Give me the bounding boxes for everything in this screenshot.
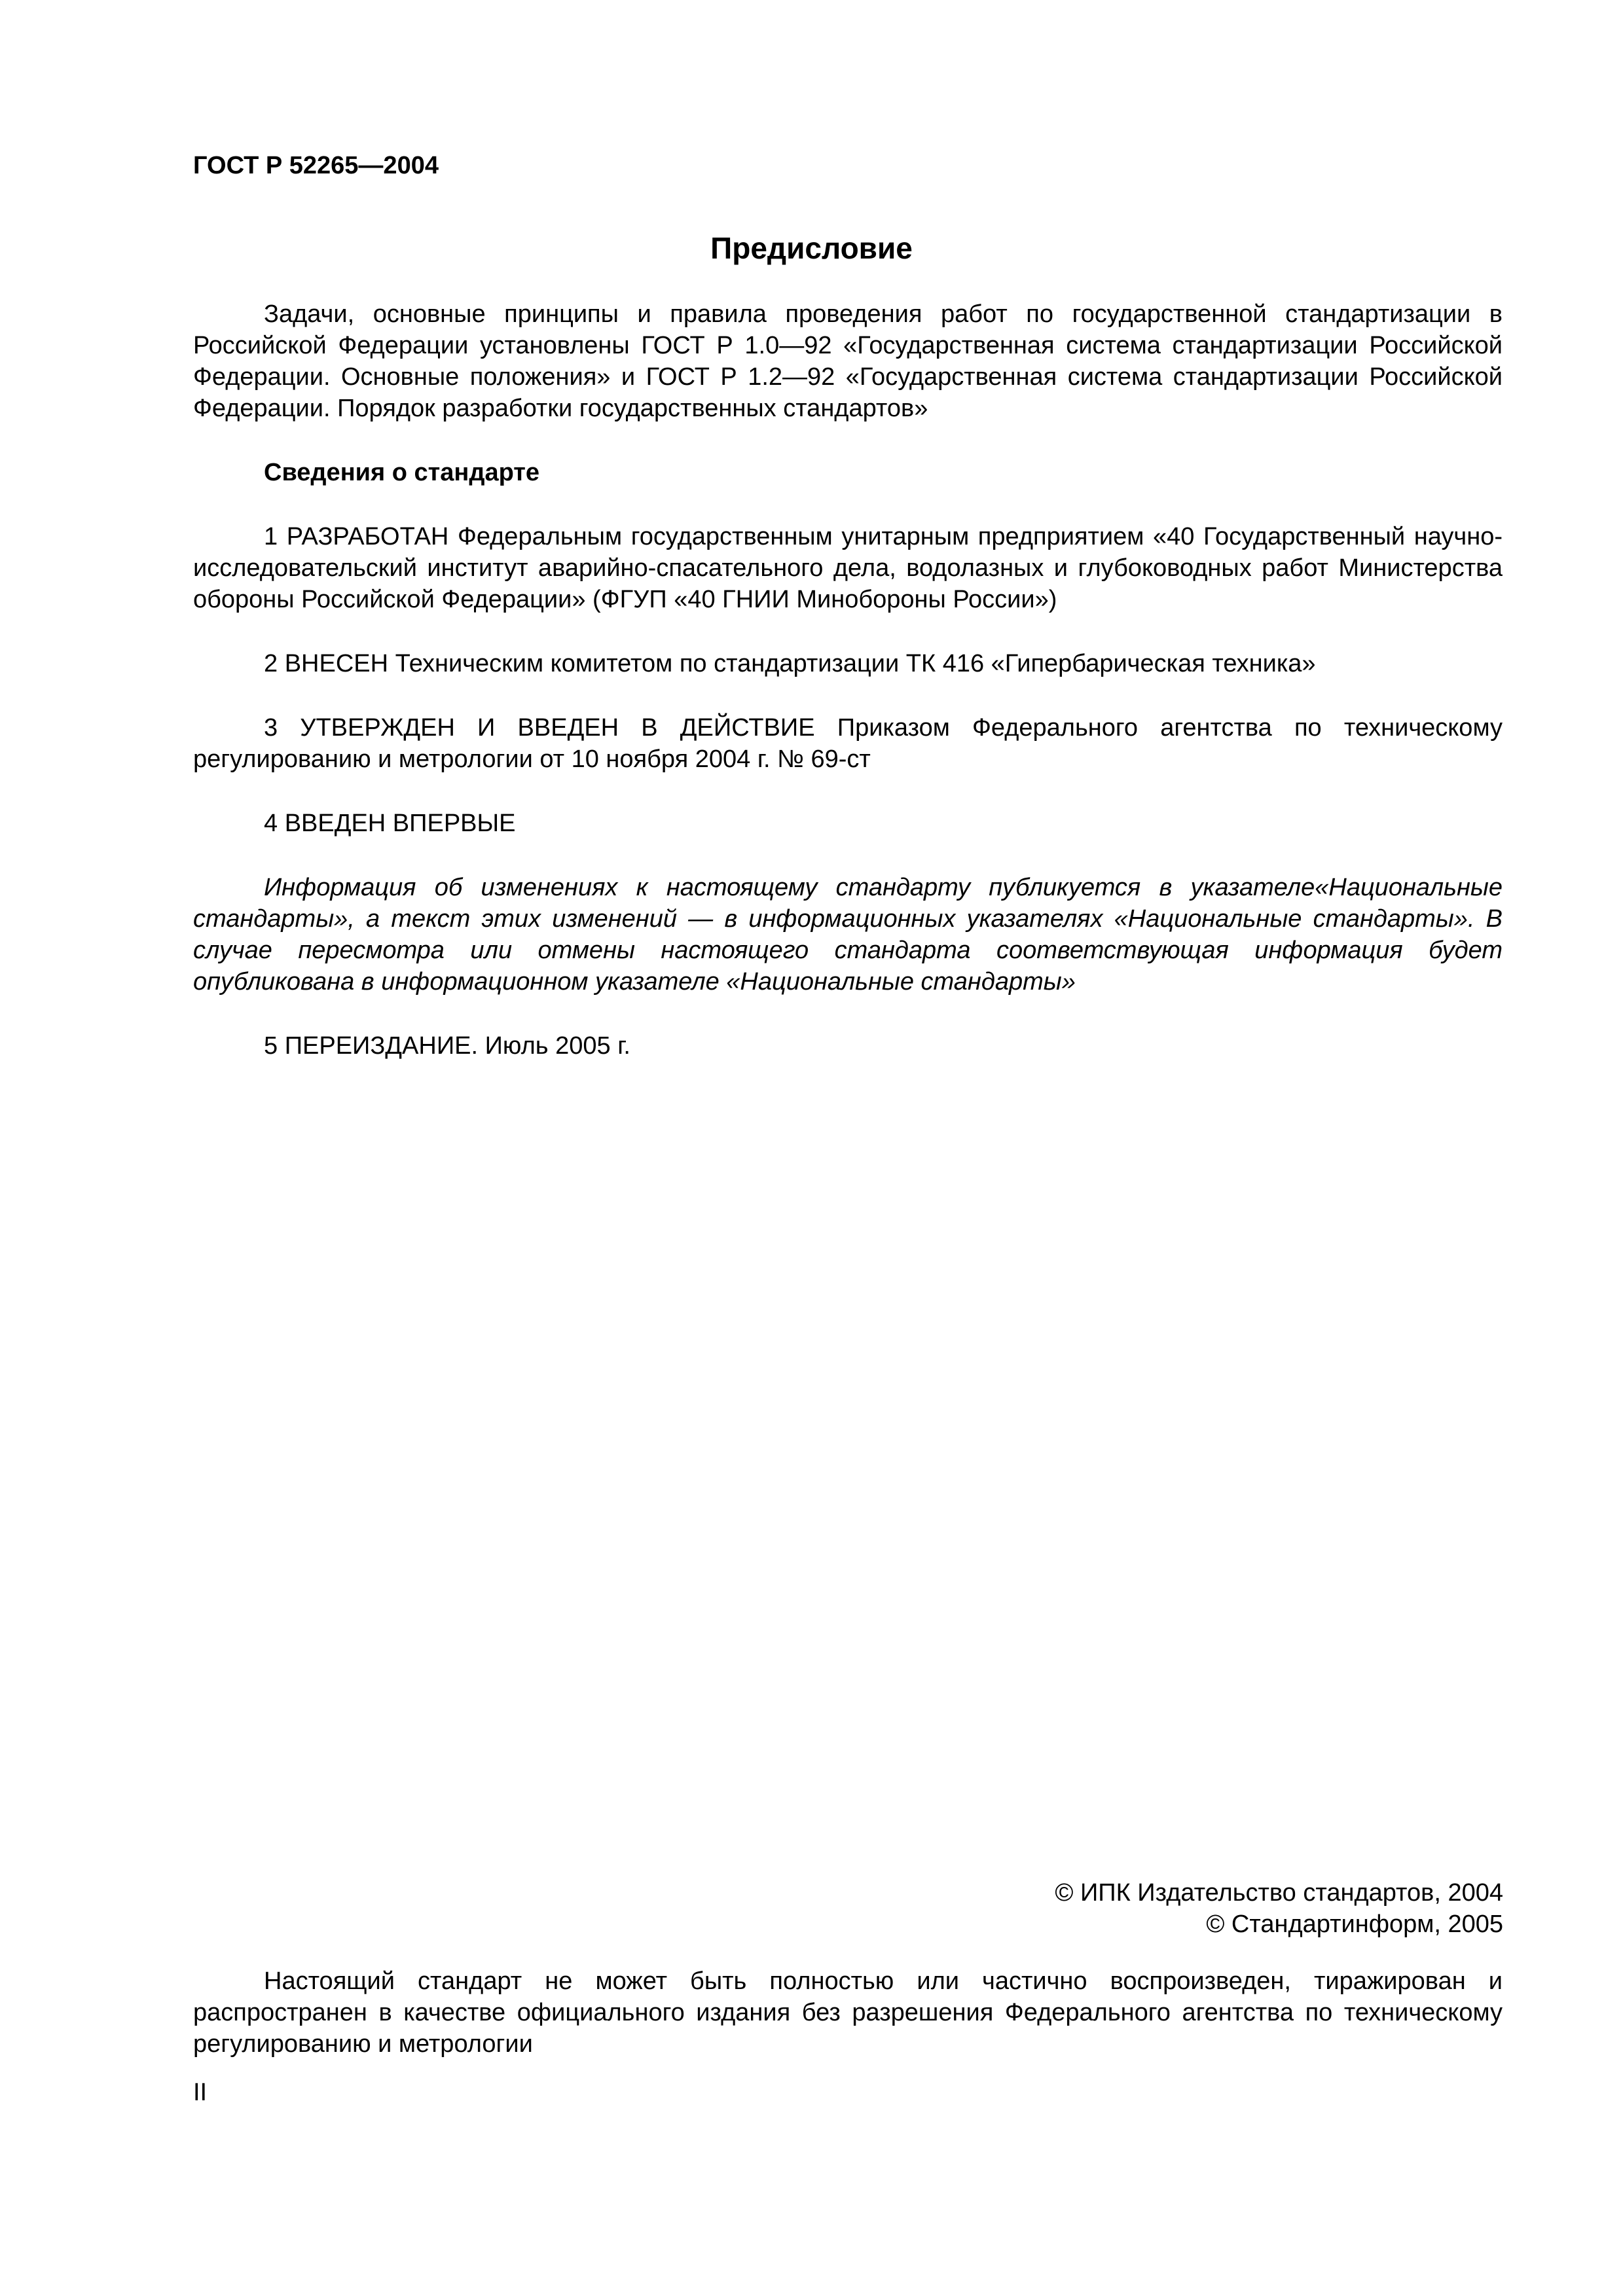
document-code: ГОСТ Р 52265—2004	[193, 152, 439, 179]
changes-info-paragraph: Информация об изменениях к настоящему стандарту публикуется в указателе«Национальные стандарты», а текст этих изменений — в информационных указателях «Национальные стандарты». В случае пересмотра или отмены настоящего стандарта соответствующая информация будет опубликована в информационном указателе «Национальные стандарты»	[193, 874, 1503, 996]
page-number: II	[193, 2079, 208, 2106]
preface-body	[193, 298, 1503, 1094]
info-heading: Сведения о стандарте	[264, 459, 540, 486]
item-introduced-by: 2 ВНЕСЕН Техническим комитетом по стандартизации ТК 416 «Гипербарическая техника»	[264, 650, 1316, 677]
item-approved: 3 УТВЕРЖДЕН И ВВЕДЕН В ДЕЙСТВИЕ Приказом Федерального агентства по техническому регулированию и метрологии от 10 ноября 2004 г. № 69-ст	[193, 714, 1503, 773]
page-title: Предисловие	[710, 231, 913, 265]
item-first-introduced: 4 ВВЕДЕН ВПЕРВЫЕ	[264, 810, 516, 837]
reproduction-notice: Настоящий стандарт не может быть полностью или частично воспроизведен, тиражирован и распространен в качестве официального издания без разрешения Федерального агентства по техническому регулированию и метрологии	[193, 1967, 1503, 2058]
item-reissue: 5 ПЕРЕИЗДАНИЕ. Июль 2005 г.	[264, 1032, 630, 1060]
copyright-block	[1055, 1877, 1503, 1940]
item-developed: 1 РАЗРАБОТАН Федеральным государственным унитарным предприятием «40 Государственный научно-исследовательский институт аварийно-спасательного дела, водолазных и глубоководных работ Министерства обороны Российской Федерации» (ФГУП «40 ГНИИ Минобороны России»)	[193, 523, 1503, 613]
copyright-line: © Стандартинформ, 2005	[1206, 1910, 1503, 1938]
copyright-line: © ИПК Издательство стандартов, 2004	[1055, 1879, 1503, 1907]
intro-paragraph: Задачи, основные принципы и правила проведения работ по государственной стандартизации в Российской Федерации установлены ГОСТ Р 1.0—92 «Государственная система стандартизации Российской Федерации. Основные положения» и ГОСТ Р 1.2—92 «Государственная система стандартизации Российской Федерации. Порядок разработки государственных стандартов»	[193, 300, 1503, 422]
